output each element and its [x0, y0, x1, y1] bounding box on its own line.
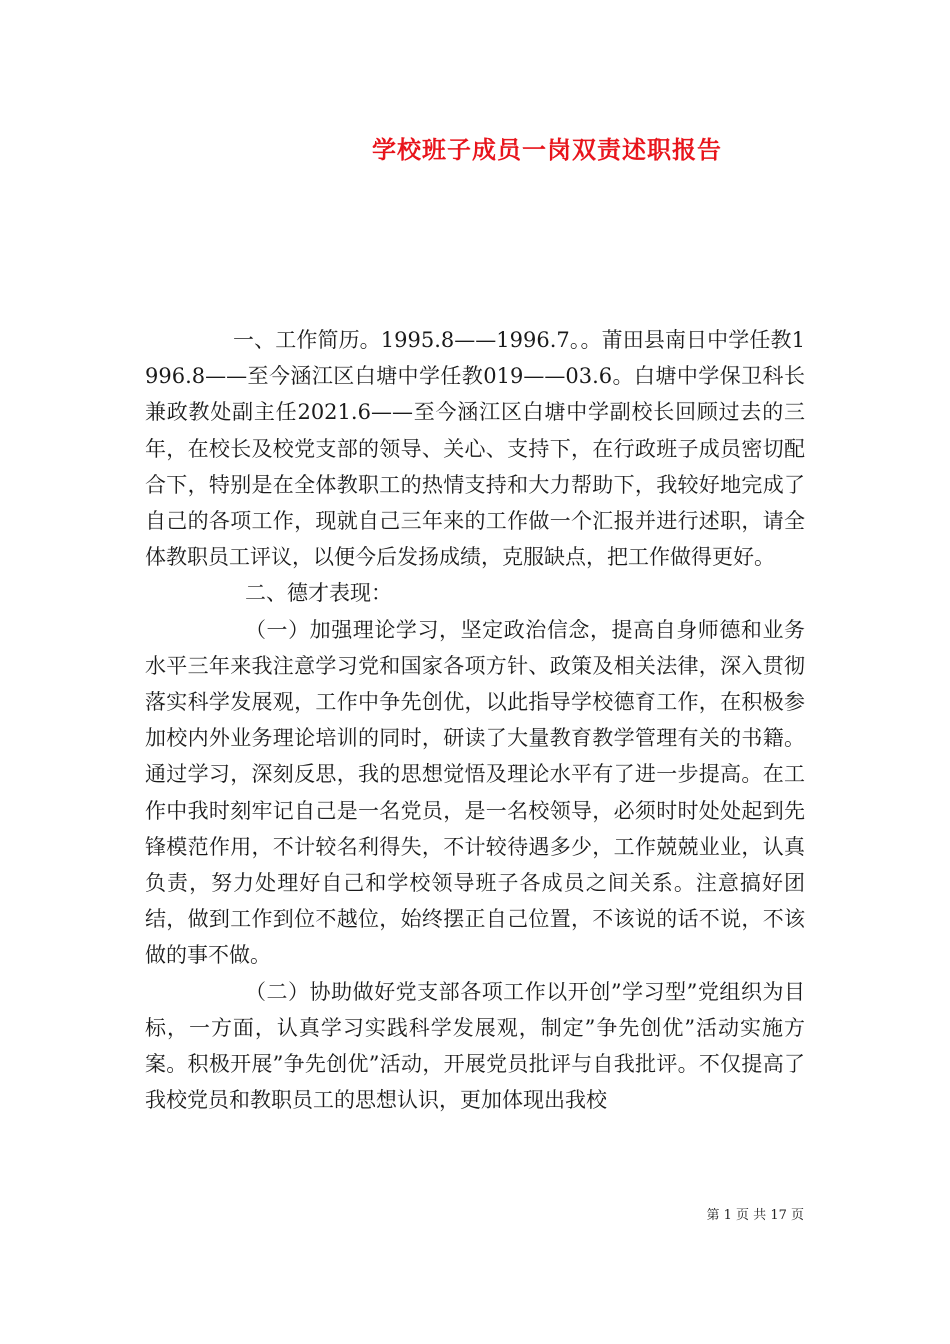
- document-title: 学校班子成员一岗双责述职报告: [372, 135, 722, 164]
- paragraph-section-heading: 二、德才表现：: [245, 581, 392, 606]
- page-number: 第 1 页 共 17 页: [706, 1208, 804, 1223]
- paragraph-work-history: 一、工作简历。1995.8——1996.7。。莆田县南日中学任教1996.8——至今涵江区白塘中学任教019——03.6。白塘中学保卫科长兼政教处副主任2021.6——至今涵江区白塘中学副校长回顾过去的三年，在校长及校党支部的领导、关心、支持下，在行政班子成员密切配合下，特别是在全体教职工的热情支持和大力帮助下，我较好地完成了自己的各项工作，现就自己三年来的工作做一个汇报并进行述职，请全体教职员工评议，以便今后发扬成绩，克服缺点，把工作做得更好。: [145, 328, 805, 570]
- paragraph-theory-study: （一）加强理论学习，坚定政治信念，提高自身师德和业务水平三年来我注意学习党和国家各项方针、政策及相关法律，深入贯彻落实科学发展观，工作中争先创优，以此指导学校德育工作，在积极参加校内外业务理论培训的同时，研读了大量教育教学管理有关的书籍。通过学习，深刻反思，我的思想觉悟及理论水平有了进一步提高。在工作中我时刻牢记自己是一名党员，是一名校领导，必须时时处处起到先锋模范作用，不计较名利得失，不计较待遇多少，工作兢兢业业，认真负责，努力处理好自己和学校领导班子各成员之间关系。注意搞好团结，做到工作到位不越位，始终摆正自己位置，不该说的话不说，不该做的事不做。: [145, 617, 805, 968]
- document-body: [145, 322, 805, 1118]
- paragraph-party-work: （二）协助做好党支部各项工作以开创”学习型”党组织为目标，一方面，认真学习实践科学发展观，制定”争先创优”活动实施方案。积极开展”争先创优”活动，开展党员批评与自我批评。不仅提高了我校党员和教职员工的思想认识，更加体现出我校: [145, 979, 805, 1113]
